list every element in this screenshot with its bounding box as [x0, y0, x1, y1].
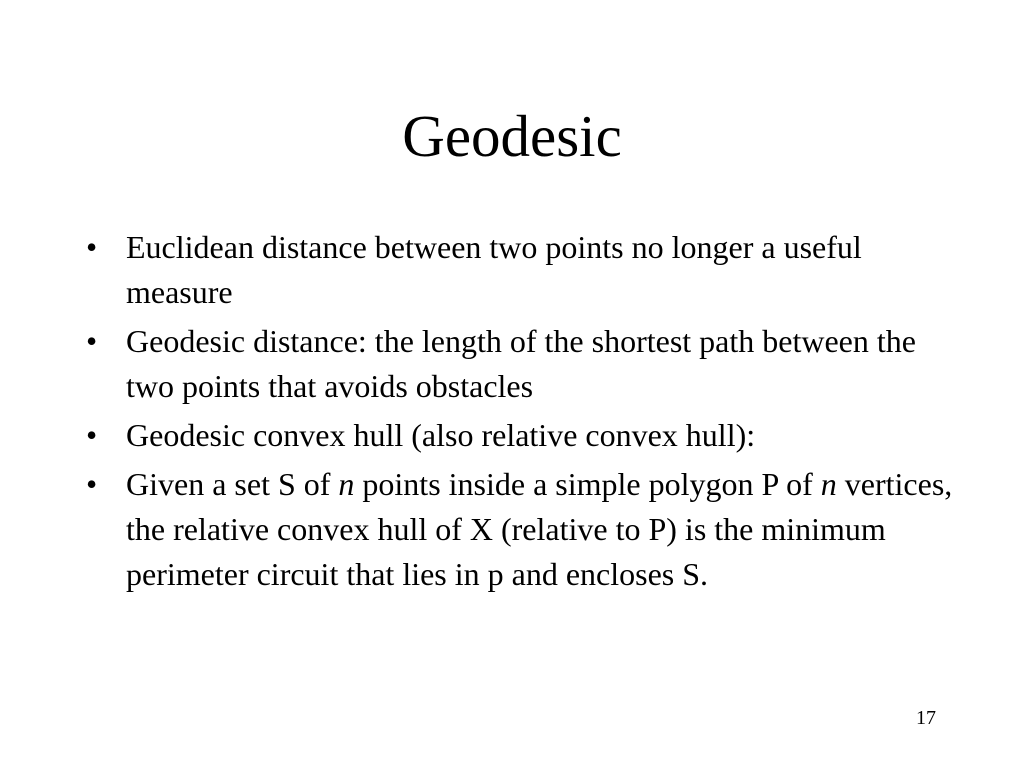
bullet-icon: •: [86, 229, 98, 265]
bullet-text: Geodesic convex hull (also relative convex hull):: [126, 417, 756, 453]
bullet-icon: •: [86, 417, 98, 453]
bullet-item: [86, 225, 956, 315]
bullet-icon: •: [86, 466, 98, 502]
bullet-list: [86, 225, 956, 601]
bullet-item: [86, 462, 956, 597]
bullet-icon: •: [86, 323, 98, 359]
slide-title: Geodesic: [402, 103, 622, 169]
bullet-text: Geodesic distance: the length of the shortest path between the two points that avoids obstacles: [126, 323, 916, 404]
bullet-item: [86, 319, 956, 409]
bullet-text-segment: Given a set S of: [126, 466, 339, 502]
bullet-text-segment: vertices, the relative convex hull of X (relative to P) is the minimum perimeter circuit that lies in p and encloses S.: [126, 466, 953, 592]
slide-number: 17: [916, 707, 936, 729]
bullet-text-italic-n: n: [820, 466, 837, 502]
bullet-text: Euclidean distance between two points no longer a useful measure: [126, 229, 862, 310]
bullet-text-italic-n: n: [338, 466, 355, 502]
bullet-item: [86, 413, 956, 458]
bullet-text-segment: points inside a simple polygon P of: [354, 466, 821, 502]
